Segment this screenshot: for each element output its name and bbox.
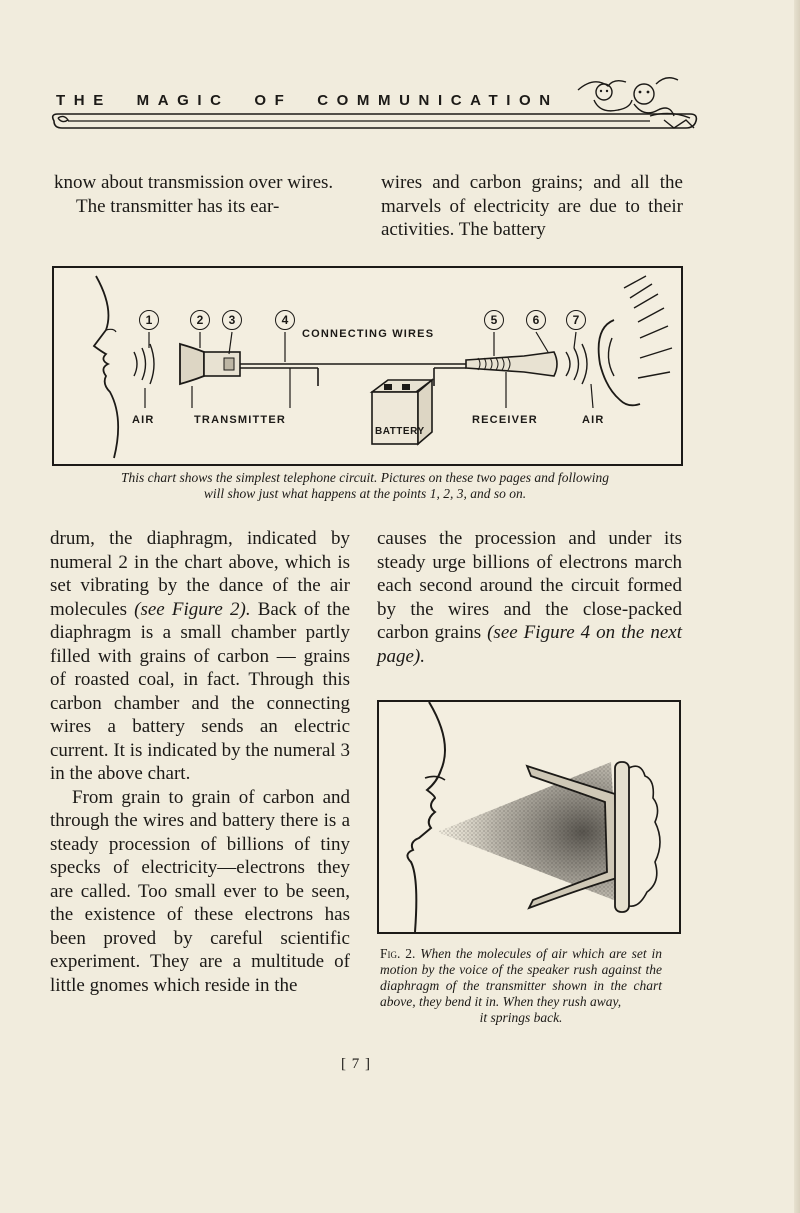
figure-reference: (see Figure 4	[487, 622, 597, 643]
caption-text: When the molecules of air which are set in motion by the voice of the speaker rush against the diaphragm of the transmitter shown in the chart above, they bend it in. When they rush away,	[380, 946, 662, 1009]
circuit-drawing	[54, 268, 681, 464]
point-number-6: 6	[526, 310, 546, 330]
page-number: [ 7 ]	[341, 1056, 371, 1072]
point-number-2: 2	[190, 310, 210, 330]
label-air-left: AIR	[132, 414, 155, 426]
top-right-column	[381, 171, 683, 242]
paragraph: know about transmission over wires.	[54, 172, 334, 193]
text-run: drum, the diaphragm, indicated by numeral 2 in the chart above, which is set vibrating by the dance of the air molecules	[50, 528, 350, 620]
point-number-4: 4	[275, 310, 295, 330]
paragraph: wires and carbon grains; and all the marvels of electricity are due to their activities. The battery	[381, 172, 683, 240]
point-number-1: 1	[139, 310, 159, 330]
paragraph	[50, 527, 350, 786]
page-edge	[794, 0, 800, 1213]
chart-caption-line: This chart shows the simplest telephone circuit. Pictures on these two pages and following	[121, 470, 609, 485]
running-header	[56, 92, 571, 109]
paragraph: From grain to grain of carbon and through the wires and battery there is a steady procession of billions of tiny specks of electricity—electrons they are called. Too small ever to be seen, the existence of these electrons has been proved by careful scientific experiment. They are a multitude of little gnomes which reside in the	[50, 786, 350, 996]
chart-caption-line: will show just what happens at the points 1, 2, 3, and so on.	[203, 486, 527, 501]
text-run: causes the procession and under its steady urge billions of electrons march each second around the circuit formed by the wires and the close-packed carbon grains	[377, 528, 682, 643]
text-run: Back of the diaphragm is a small chamber partly filled with grains of carbon — grains of roasted coal, in fact. Through this carbon chamber and the connecting wires a battery sends an electric current. It is indicated by the numeral 3 in the above chart.	[50, 598, 351, 784]
point-number-7: 7	[566, 310, 586, 330]
caption-text: it springs back.	[479, 1010, 563, 1025]
header-word: COMMUNICATION	[317, 92, 559, 109]
figure-reference: on the next page).	[377, 622, 682, 667]
listener-ear-icon	[599, 320, 640, 405]
label-battery: BATTERY	[375, 426, 425, 437]
header-word: THE	[56, 92, 112, 109]
speaker-face-icon	[94, 276, 118, 458]
bottom-right-column	[377, 527, 682, 668]
figure-2-caption	[380, 946, 662, 1026]
label-receiver: RECEIVER	[472, 414, 538, 426]
paragraph	[377, 527, 682, 668]
header-word: MAGIC	[136, 92, 230, 109]
header-word: OF	[254, 92, 293, 109]
point-number-3: 3	[222, 310, 242, 330]
voice-diaphragm-drawing	[379, 702, 679, 932]
speaker-profile-icon	[407, 702, 445, 932]
point-number-5: 5	[484, 310, 504, 330]
paragraph: The transmitter has its ear-	[76, 195, 280, 217]
label-connecting-wires: CONNECTING WIRES	[302, 328, 435, 340]
cherubs-ornament-icon	[574, 70, 698, 134]
chart-caption	[40, 470, 690, 502]
figure-label: Fig. 2.	[380, 946, 416, 961]
bottom-left-column	[50, 527, 350, 997]
figure-reference: (see Figure 2).	[134, 598, 251, 620]
label-transmitter: TRANSMITTER	[194, 414, 287, 426]
label-air-right: AIR	[582, 414, 605, 426]
figure-2-illustration	[377, 700, 681, 934]
transmitter-icon	[180, 344, 204, 384]
top-left-column	[54, 171, 356, 218]
telephone-circuit-chart	[52, 266, 683, 466]
